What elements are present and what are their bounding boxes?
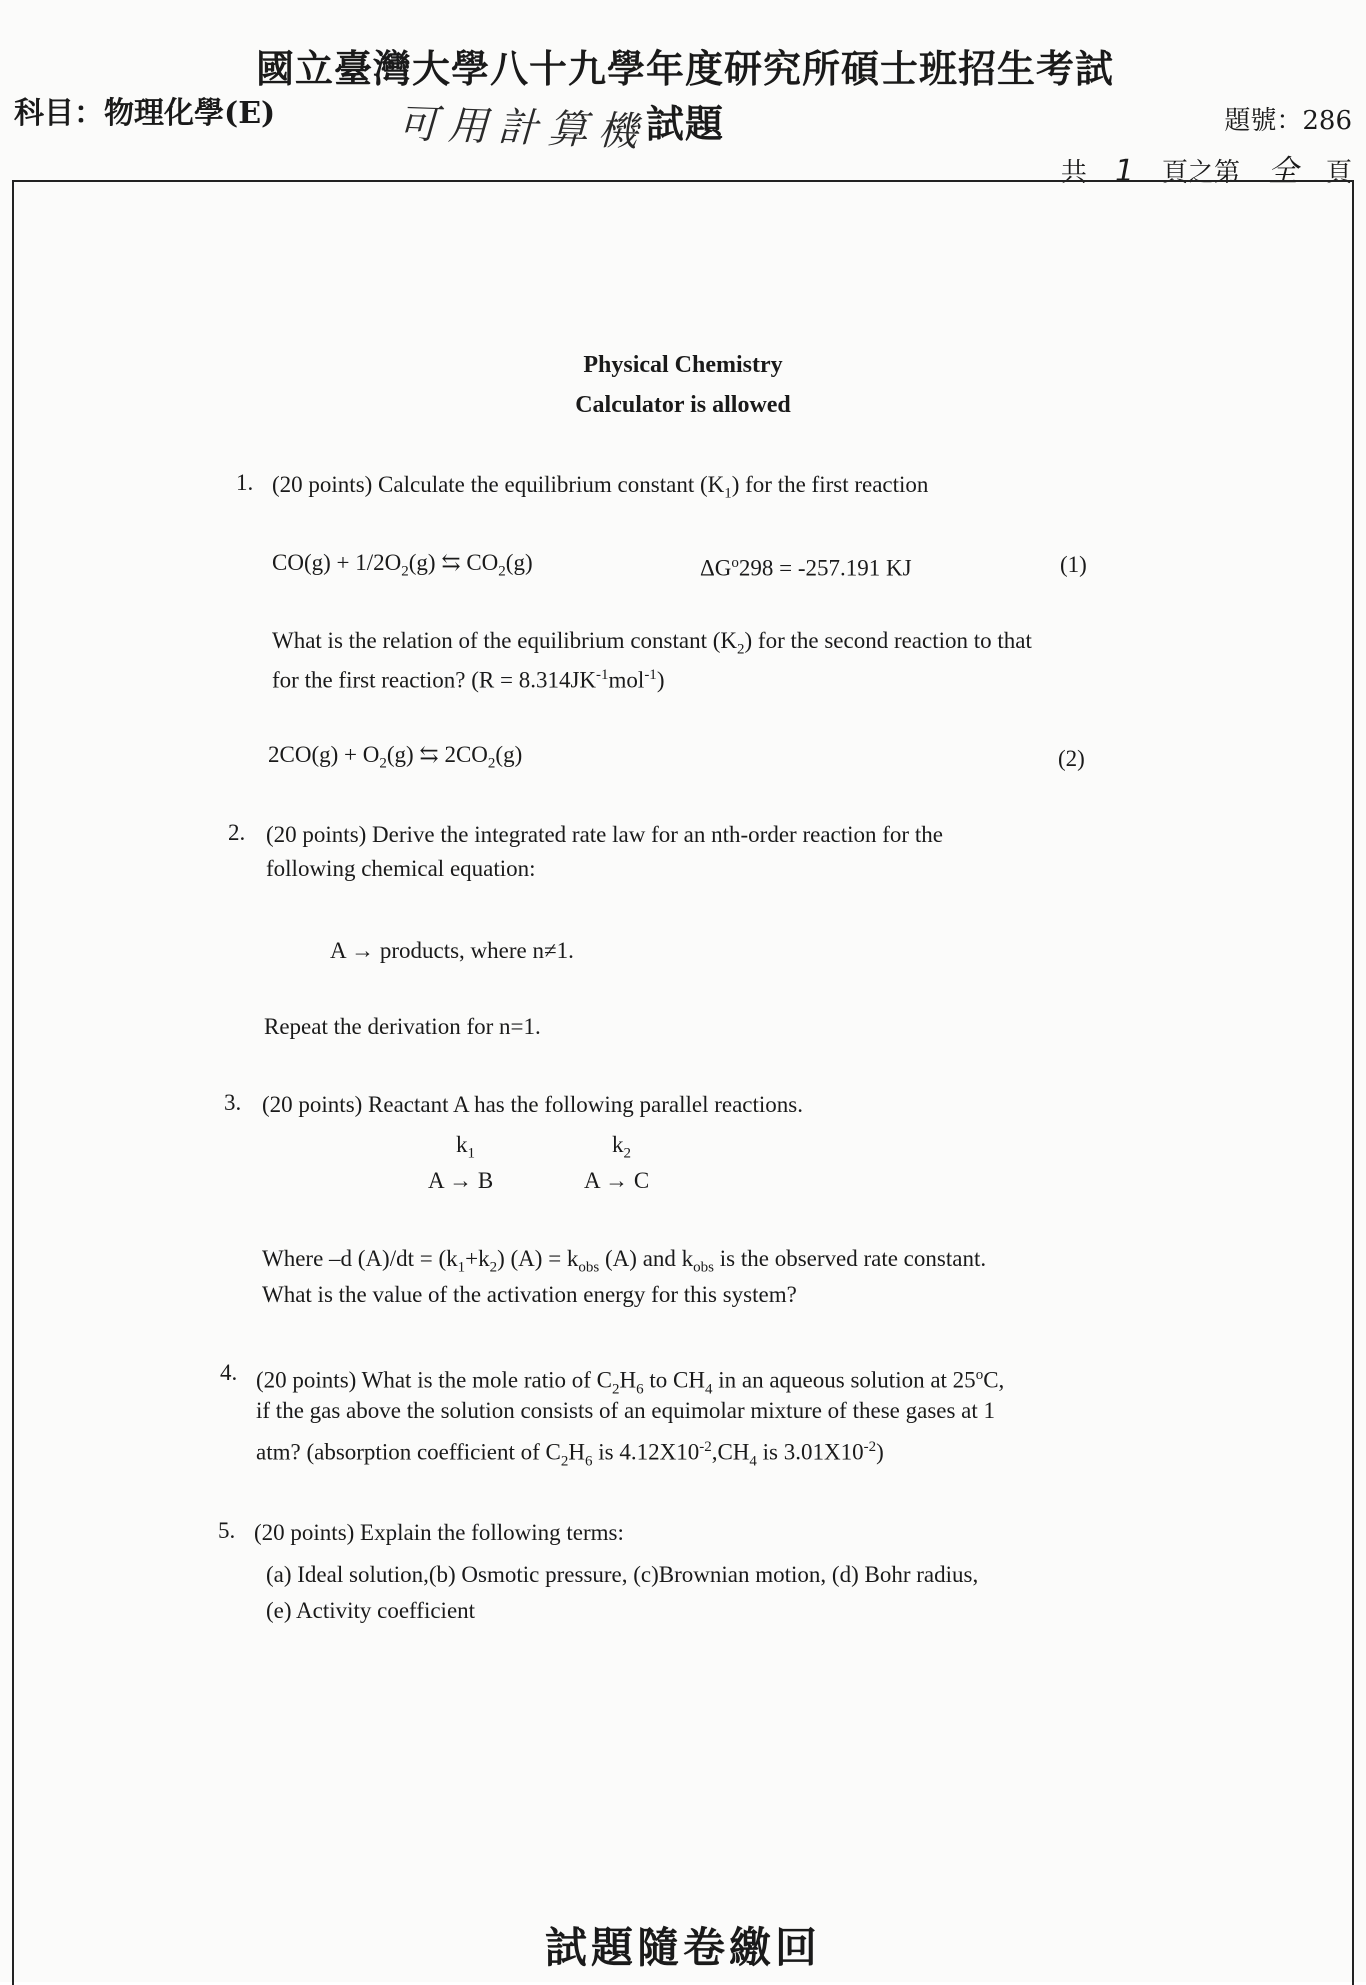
q4-line1: (20 points) What is the mole ratio of $C_2H_6$ to $CH_4$ in an aqueous solution at 25$^o$C, [256,1367,1005,1398]
page-total-value: 1 [1114,154,1134,189]
subject-label: 科目：物理化學(E) [14,96,276,131]
q3-reaction-2: A → C [584,1168,650,1193]
q3-reaction-1: A → B [428,1168,494,1193]
document-subtitle: Calculator is allowed [575,392,791,418]
q1-delta-g: $\Delta G^o298 = -257.191$ KJ [700,555,912,581]
q3-where: Where –d $(A)/dt = (k_1+k_2) (A) = k_{obs}$ (A) and $k_{obs}$ is the observed rate constant. [262,1246,987,1276]
q4-line3: atm? (absorption coefficient of $C_2H_6$ is $4.12X10^{-2},CH_4$ is $3.01X10^{-2}$) [256,1439,884,1470]
document-title: Physical Chemistry [583,352,783,378]
q2-repeat: Repeat the derivation for n=1. [264,1014,541,1039]
page-current-value: 全 [1267,154,1298,189]
q1-prompt: (20 points) Calculate the equilibrium constant $(K_1)$ for the first reaction [272,472,929,502]
page-of-label: 頁之第 [1161,158,1240,188]
q5-line2: (a) Ideal solution,(b) Osmotic pressure, (c)Brownian motion, (d) Bohr radius, [266,1562,979,1587]
q2-line1: (20 points) Derive the integrated rate law for an nth-order reaction for the [266,822,943,847]
q3-number: 3. [224,1090,242,1115]
question-number: 題號：286 [1224,106,1352,136]
handwritten-note: 可用計算機 [397,101,649,156]
q2-line2: following chemical equation: [266,856,536,881]
page-unit: 頁 [1325,158,1352,188]
exam-frame [12,180,1354,1985]
q3-line3: What is the value of the activation energy for this system? [262,1282,797,1307]
q2-number: 2. [228,820,246,845]
q1-eq2-label: (2) [1058,746,1085,771]
q5-line1: (20 points) Explain the following terms: [254,1520,624,1545]
page-total-label: 共 [1060,158,1087,188]
q5-line3: (e) Activity coefficient [266,1598,476,1623]
q1-eq1-label: (1) [1060,552,1087,577]
q1-equation-1: $CO(g) + 1/2O_2(g)$ ⇆ $CO_2(g)$ [272,550,533,580]
q3-line1: (20 points) Reactant A has the following parallel reactions. [262,1092,803,1117]
q5-number: 5. [218,1518,236,1543]
q1-equation-2: $2CO(g) + O_2(g)$ ⇆ $2CO_2(g)$ [268,742,523,772]
q4-line2: if the gas above the solution consists of an equimolar mixture of these gases at 1 [256,1398,996,1423]
return-with-answer-stamp: 試題隨卷繳回 [544,1923,821,1972]
q1-number: 1. [236,470,254,495]
q3-k1: $k_1$ [456,1132,475,1162]
q1-relation-line2: for the first reaction? $(R = 8.314JK^{-1}mol^{-1})$ [272,667,665,693]
exam-title: 國立臺灣大學八十九學年度研究所碩士班招生考試試題 [255,46,1114,146]
q4-number: 4. [220,1360,238,1385]
q3-k2: $k_2$ [612,1132,631,1162]
q2-reaction: A → products, where n≠1. [330,938,574,963]
q1-relation-line1: What is the relation of the equilibrium constant $(K_2)$ for the second reaction to that [272,628,1032,658]
